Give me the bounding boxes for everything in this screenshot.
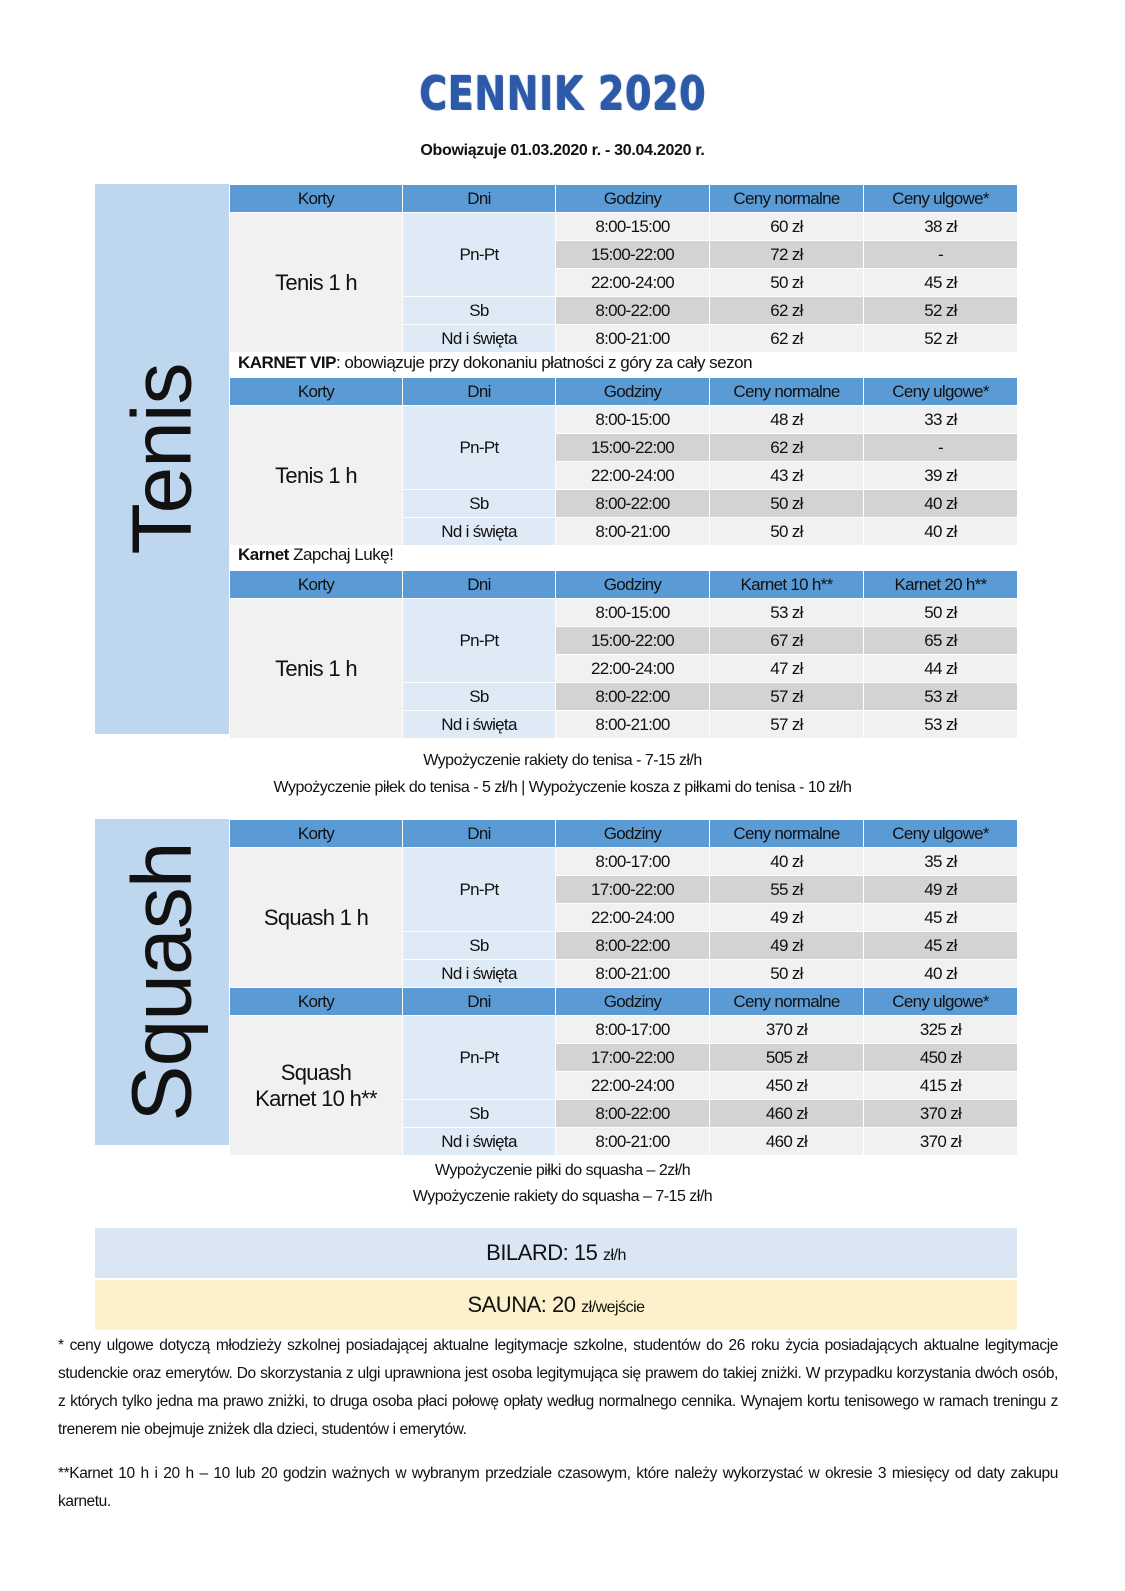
day-label: Pn-Pt [403, 599, 556, 683]
day-label: Pn-Pt [403, 848, 556, 932]
price-cell: 53 zł [710, 599, 864, 627]
price-cell: 50 zł [710, 490, 864, 518]
price-cell: 47 zł [710, 655, 864, 683]
squash-side-label: Squash [114, 842, 209, 1122]
price-cell: 450 zł [864, 1044, 1018, 1072]
price-cell: 55 zł [710, 876, 864, 904]
hours-cell: 15:00-22:00 [556, 627, 710, 655]
bilard-band [95, 1228, 1017, 1278]
squash-price-table [229, 819, 1018, 1156]
price-cell: 45 zł [864, 269, 1018, 297]
price-cell: 40 zł [864, 960, 1018, 988]
header-ceny-ulgowe: Ceny ulgowe* [864, 378, 1018, 406]
bilard-unit: zł/h [602, 1247, 626, 1264]
header-korty: Korty [230, 378, 403, 406]
day-label: Pn-Pt [403, 406, 556, 490]
price-cell: 72 zł [710, 241, 864, 269]
table-row [230, 406, 1018, 434]
price-cell: 44 zł [864, 655, 1018, 683]
day-label: Sb [403, 683, 556, 711]
price-cell: 370 zł [710, 1016, 864, 1044]
table-row [230, 1016, 1018, 1044]
hours-cell: 8:00-21:00 [556, 711, 710, 739]
price-cell: 370 zł [864, 1100, 1018, 1128]
day-label: Pn-Pt [403, 213, 556, 297]
bilard-label: BILARD: [486, 1240, 569, 1265]
price-cell: 62 zł [710, 325, 864, 353]
header-korty: Korty [230, 988, 403, 1016]
karnet-text: Zapchaj Lukę! [288, 545, 394, 564]
header-dni: Dni [403, 571, 556, 599]
page-title: CENNIK 2020 [419, 66, 706, 120]
header-ceny-normalne: Ceny normalne [710, 988, 864, 1016]
price-cell: 52 zł [864, 297, 1018, 325]
hours-cell: 15:00-22:00 [556, 434, 710, 462]
price-cell: 53 zł [864, 683, 1018, 711]
sauna-unit: zł/wejście [581, 1299, 645, 1316]
tenis-side-panel [95, 184, 229, 734]
hours-cell: 8:00-17:00 [556, 1016, 710, 1044]
sauna-label: SAUNA: [467, 1292, 547, 1317]
hours-cell: 8:00-15:00 [556, 599, 710, 627]
price-cell: 35 zł [864, 848, 1018, 876]
header-dni: Dni [403, 185, 556, 213]
bilard-price: 15 [568, 1240, 603, 1265]
price-cell: 450 zł [710, 1072, 864, 1100]
header-godziny: Godziny [556, 988, 710, 1016]
header-ceny-normalne: Ceny normalne [710, 378, 864, 406]
price-cell: 50 zł [864, 599, 1018, 627]
hours-cell: 8:00-22:00 [556, 1100, 710, 1128]
price-cell: 57 zł [710, 711, 864, 739]
price-cell: 53 zł [864, 711, 1018, 739]
price-cell: 49 zł [710, 932, 864, 960]
kort-label-line2: Karnet 10 h** [255, 1085, 377, 1111]
kort-label-line1: Squash [280, 1059, 352, 1085]
sauna-price: 20 [546, 1292, 582, 1317]
hours-cell: 22:00-24:00 [556, 462, 710, 490]
hours-cell: 8:00-17:00 [556, 848, 710, 876]
price-cell: 43 zł [710, 462, 864, 490]
table-header-row [230, 571, 1018, 599]
header-ceny-normalne: Ceny normalne [710, 820, 864, 848]
price-cell: 40 zł [864, 490, 1018, 518]
kort-label: Tenis 1 h [230, 599, 403, 739]
price-cell: 49 zł [710, 904, 864, 932]
table-header-row [230, 185, 1018, 213]
price-cell: 62 zł [710, 434, 864, 462]
hours-cell: 15:00-22:00 [556, 241, 710, 269]
header-dni: Dni [403, 820, 556, 848]
price-cell: 38 zł [864, 213, 1018, 241]
price-cell: 49 zł [864, 876, 1018, 904]
tenis-rental-note-1: Wypożyczenie rakiety do tenisa - 7-15 zł/h [423, 752, 702, 769]
table-row [230, 599, 1018, 627]
karnet-note [238, 545, 393, 565]
price-cell: 370 zł [864, 1128, 1018, 1156]
validity-period: Obowiązuje 01.03.2020 r. - 30.04.2020 r. [420, 142, 705, 159]
price-cell: 60 zł [710, 213, 864, 241]
price-cell: 33 zł [864, 406, 1018, 434]
hours-cell: 17:00-22:00 [556, 1044, 710, 1072]
vip-label: KARNET VIP [238, 353, 336, 372]
price-cell: 460 zł [710, 1100, 864, 1128]
header-ceny-ulgowe: Ceny ulgowe* [864, 820, 1018, 848]
day-label: Sb [403, 932, 556, 960]
price-cell: 52 zł [864, 325, 1018, 353]
price-cell: 50 zł [710, 269, 864, 297]
price-cell: 39 zł [864, 462, 1018, 490]
price-cell: 325 zł [864, 1016, 1018, 1044]
tenis-rental-note-2: Wypożyczenie piłek do tenisa - 5 zł/h | Wypożyczenie kosza z piłkami do tenisa - 10 zł/h [273, 779, 852, 796]
price-cell: 460 zł [710, 1128, 864, 1156]
price-cell: 40 zł [710, 848, 864, 876]
header-godziny: Godziny [556, 185, 710, 213]
hours-cell: 22:00-24:00 [556, 1072, 710, 1100]
hours-cell: 8:00-22:00 [556, 297, 710, 325]
day-label: Nd i święta [403, 325, 556, 353]
price-cell: 45 zł [864, 904, 1018, 932]
squash-rental-note-2: Wypożyczenie rakiety do squasha – 7-15 zł/h [412, 1188, 713, 1205]
day-label: Nd i święta [403, 711, 556, 739]
day-label: Nd i święta [403, 960, 556, 988]
tenis-karnet-table [229, 570, 1018, 739]
vip-text: : obowiązuje przy dokonaniu płatności z góry za cały sezon [335, 353, 753, 372]
table-row [230, 213, 1018, 241]
hours-cell: 8:00-15:00 [556, 213, 710, 241]
hours-cell: 8:00-21:00 [556, 960, 710, 988]
header-godziny: Godziny [556, 571, 710, 599]
tenis-price-table [229, 184, 1018, 353]
hours-cell: 22:00-24:00 [556, 655, 710, 683]
hours-cell: 8:00-22:00 [556, 932, 710, 960]
price-cell: 415 zł [864, 1072, 1018, 1100]
tenis-vip-table [229, 377, 1018, 546]
price-cell: 50 zł [710, 518, 864, 546]
header-korty: Korty [230, 820, 403, 848]
header-ceny-ulgowe: Ceny ulgowe* [864, 185, 1018, 213]
price-cell: 65 zł [864, 627, 1018, 655]
hours-cell: 8:00-15:00 [556, 406, 710, 434]
header-godziny: Godziny [556, 820, 710, 848]
price-cell: 57 zł [710, 683, 864, 711]
karnet-label: Karnet [238, 545, 289, 564]
price-cell: 50 zł [710, 960, 864, 988]
header-korty: Korty [230, 571, 403, 599]
price-cell: - [864, 434, 1018, 462]
hours-cell: 8:00-21:00 [556, 1128, 710, 1156]
price-cell: 40 zł [864, 518, 1018, 546]
footnote-discounts: * ceny ulgowe dotyczą młodzieży szkolnej posiadającej aktualne legitymacje szkolne, studentów do 26 roku życia posiadających aktualne legitymacje studenckie oraz emerytów. Do skorzystania z ulgi uprawniona jest osoba legitymująca się prawem do takiej zniżki. W przypadku korzystania dwóch osób, z których tylko jedna ma prawo zniżki, to druga osoba płaci połowę opłaty według normalnego cennika. Wynajem kortu tenisowego w ramach treningu z trenerem nie obejmuje zniżek dla dzieci, studentów i emerytów. [58, 1337, 1058, 1438]
header-dni: Dni [403, 378, 556, 406]
kort-label [230, 1016, 403, 1156]
header-karnet-20h: Karnet 20 h** [864, 571, 1018, 599]
vip-note [238, 353, 752, 373]
tenis-side-label: Tenis [114, 363, 209, 555]
table-row [230, 848, 1018, 876]
table-header-row [230, 378, 1018, 406]
hours-cell: 22:00-24:00 [556, 269, 710, 297]
squash-side-panel [95, 819, 229, 1145]
header-korty: Korty [230, 185, 403, 213]
table-header-row [230, 820, 1018, 848]
hours-cell: 8:00-21:00 [556, 325, 710, 353]
day-label: Sb [403, 1100, 556, 1128]
footnote-karnet: **Karnet 10 h i 20 h – 10 lub 20 godzin ważnych w wybranym przedziale czasowym, które należy wykorzystać w okresie 3 miesięcy od daty zakupu karnetu. [58, 1465, 1058, 1510]
kort-label: Squash 1 h [230, 848, 403, 988]
table-header-row [230, 988, 1018, 1016]
squash-rental-note-1: Wypożyczenie piłki do squasha – 2zł/h [434, 1162, 691, 1179]
price-cell: 67 zł [710, 627, 864, 655]
hours-cell: 8:00-22:00 [556, 490, 710, 518]
header-dni: Dni [403, 988, 556, 1016]
day-label: Sb [403, 297, 556, 325]
kort-label: Tenis 1 h [230, 406, 403, 546]
hours-cell: 17:00-22:00 [556, 876, 710, 904]
price-cell: 505 zł [710, 1044, 864, 1072]
day-label: Pn-Pt [403, 1016, 556, 1100]
header-ceny-normalne: Ceny normalne [710, 185, 864, 213]
header-karnet-10h: Karnet 10 h** [710, 571, 864, 599]
day-label: Nd i święta [403, 518, 556, 546]
day-label: Sb [403, 490, 556, 518]
price-cell: 48 zł [710, 406, 864, 434]
kort-label: Tenis 1 h [230, 213, 403, 353]
hours-cell: 8:00-22:00 [556, 683, 710, 711]
hours-cell: 8:00-21:00 [556, 518, 710, 546]
sauna-band [95, 1280, 1017, 1330]
day-label: Nd i święta [403, 1128, 556, 1156]
price-cell: 62 zł [710, 297, 864, 325]
price-cell: - [864, 241, 1018, 269]
price-cell: 45 zł [864, 932, 1018, 960]
header-ceny-ulgowe: Ceny ulgowe* [864, 988, 1018, 1016]
hours-cell: 22:00-24:00 [556, 904, 710, 932]
header-godziny: Godziny [556, 378, 710, 406]
